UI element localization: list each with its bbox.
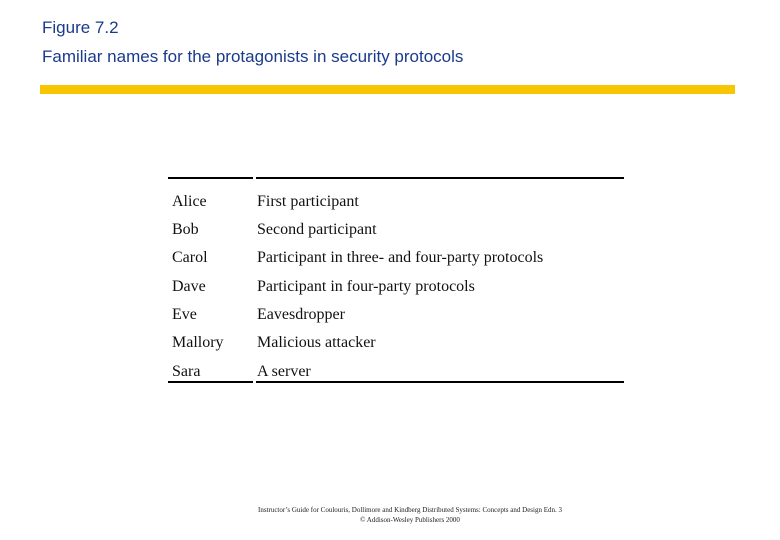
table-row — [0, 249, 780, 277]
table-row — [0, 363, 780, 391]
table-top-rule-name-column — [168, 177, 253, 179]
participant-role: A server — [257, 363, 311, 380]
table-row — [0, 221, 780, 249]
participant-role: Participant in four-party protocols — [257, 278, 475, 295]
participant-role: Malicious attacker — [257, 334, 376, 351]
participant-name: Alice — [172, 193, 207, 210]
table-row — [0, 334, 780, 362]
table-row — [0, 193, 780, 221]
table-row — [0, 278, 780, 306]
participant-name: Sara — [172, 363, 201, 380]
participant-role: Second participant — [257, 221, 377, 238]
accent-bar — [40, 85, 735, 94]
table-bottom-rule-role-column — [256, 381, 624, 383]
table-bottom-rule-name-column — [168, 381, 253, 383]
participant-name: Eve — [172, 306, 197, 323]
figure-caption: Familiar names for the protagonists in security protocols — [42, 47, 464, 66]
participant-name: Mallory — [172, 334, 224, 351]
table-row — [0, 306, 780, 334]
table-top-rule-role-column — [256, 177, 624, 179]
participant-role: Eavesdropper — [257, 306, 345, 323]
participant-role: Participant in three- and four-party protocols — [257, 249, 544, 266]
participant-name: Carol — [172, 249, 208, 266]
participant-name: Dave — [172, 278, 206, 295]
participant-role: First participant — [257, 193, 359, 210]
figure-number: Figure 7.2 — [42, 18, 119, 37]
footer-citation: Instructor’s Guide for Coulouris, Dollimore and Kindberg Distributed Systems: Concepts and Design Edn. 3 — [257, 506, 562, 514]
footer-copyright: © Addison-Wesley Publishers 2000 — [360, 516, 460, 524]
participant-name: Bob — [172, 221, 199, 238]
